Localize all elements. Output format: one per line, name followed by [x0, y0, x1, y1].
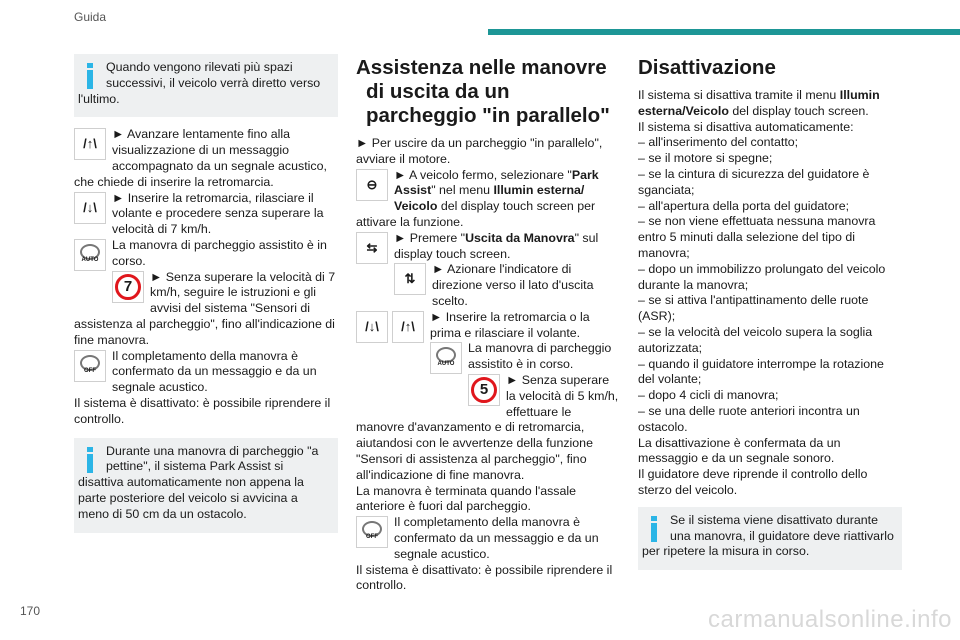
list-item: – all'apertura della porta del guidatore; — [638, 198, 850, 213]
watermark: carmanualsonline.info — [708, 606, 952, 633]
list-item: – se non viene effettuata nessuna manovra entro 5 minuti dalla selezione del tipo di manovra; — [638, 214, 876, 260]
note-text: Quando vengono rilevati più spazi successivi, il veicolo verrà diretto verso l'ultimo. — [78, 60, 321, 106]
info-icon — [648, 516, 660, 542]
steering-off-icon: OFF — [356, 516, 388, 548]
page-number: 170 — [20, 604, 41, 618]
paragraph: La disattivazione è confermata da un messaggio e da un segnale sonoro. — [638, 435, 841, 466]
paragraph: Il sistema si disattiva tramite il menu Illumin esterna/Veicolo del display touch screen. — [638, 88, 880, 118]
paragraph: OFF Il completamento della manovra è confermato da un messaggio e da un segnale acustico. — [74, 349, 338, 396]
turn-indicator-icon: ⇅ — [394, 263, 426, 295]
info-icon — [84, 447, 96, 473]
list-item: – quando il guidatore interrompe la rotazione del volante; — [638, 356, 884, 387]
paragraph: /↑\ ► Avanzare lentamente fino alla visualizzazione di un messaggio accompagnato da un segnale acustico, che chiede di inserire la retromarcia. — [74, 127, 327, 189]
forward-gear-icon: /↑\ — [392, 311, 424, 343]
steering-auto-icon: AUTO — [74, 239, 106, 271]
reverse-gear-icon: /↓\ — [356, 311, 388, 343]
list-item: – dopo 4 cicli di manovra; — [638, 388, 779, 403]
speed-limit-7-icon: 7 — [112, 271, 144, 303]
paragraph: La manovra è terminata quando l'assale anteriore è fuori dal parcheggio. — [356, 483, 577, 514]
paragraph: 5 ► Senza superare la velocità di 5 km/h, effettuare le manovre d'avanzamento e di retromarcia, aiutandosi con le avvertenze della funzione "Sensori di assistenza al parcheggio", fino all'indicazione di fine manovra. — [356, 372, 619, 482]
paragraph: Il sistema è disattivato: è possibile riprendere il controllo. — [74, 395, 331, 426]
section-heading: Assistenza nelle manovre di uscita da un parcheggio "in parallelo" — [356, 56, 610, 127]
list-item: – se una delle ruote anteriori incontra un ostacolo. — [638, 403, 860, 434]
column-1 — [74, 54, 338, 539]
paragraph: ► Per uscire da un parcheggio "in parallelo", avviare il motore. — [356, 136, 603, 166]
paragraph: ⇅ ► Azionare l'indicatore di direzione verso il lato d'uscita scelto. — [356, 262, 620, 309]
header-accent-bar — [488, 29, 960, 35]
column-3 — [638, 56, 902, 576]
paragraph: Il sistema è disattivato: è possibile riprendere il controllo. — [356, 562, 613, 593]
paragraph: /↓\ ► Inserire la retromarcia, rilasciare il volante e procedere senza superare la velocità di 7 km/h. — [74, 191, 338, 238]
paragraph: /↓\ /↑\ ► Inserire la retromarcia o la prima e rilasciare il volante. — [356, 310, 620, 342]
steering-off-icon: OFF — [74, 350, 106, 382]
note-text: Durante una manovra di parcheggio "a pettine", il sistema Park Assist si disattiva automaticamente non appena la parte posteriore del veicolo si avvicina a meno di 50 cm da un ostacolo. — [78, 443, 319, 521]
reverse-gear-icon: /↓\ — [74, 192, 106, 224]
info-icon — [84, 63, 96, 89]
paragraph: OFF Il completamento della manovra è confermato da un messaggio e da un segnale acustico. — [356, 515, 620, 562]
list-item: – se il motore si spegne; — [638, 151, 773, 166]
info-note — [638, 507, 902, 570]
paragraph: Il sistema si disattiva automaticamente: — [638, 119, 854, 134]
forward-gear-icon: /↑\ — [74, 128, 106, 160]
list-item: – dopo un immobilizzo prolungato del veicolo durante la manovra; — [638, 261, 886, 292]
car-icon: ⊖ — [356, 169, 388, 201]
paragraph: ⊖ ► A veicolo fermo, selezionare "Park Assist" nel menu Illumin esterna/ Veicolo del display touch screen per attivare la funzione. — [356, 167, 599, 229]
note-text: Se il sistema viene disattivato durante una manovra, il guidatore deve riattivarlo per ripetere la misura in corso. — [642, 512, 894, 559]
list-item: – se la velocità del veicolo supera la soglia autorizzata; — [638, 324, 873, 355]
paragraph: AUTO La manovra di parcheggio assistito è in corso. — [74, 238, 338, 270]
list-item: – all'inserimento del contatto; — [638, 135, 799, 150]
parking-exit-icon: ⇆ — [356, 232, 388, 264]
section-title: Guida — [74, 10, 107, 24]
paragraph: Il guidatore deve riprende il controllo dello sterzo del veicolo. — [638, 467, 868, 497]
paragraph: ⇆ ► Premere "Uscita da Manovra" sul display touch screen. — [356, 231, 620, 263]
list-item: – se si attiva l'antipattinamento delle ruote (ASR); — [638, 293, 869, 324]
column-2 — [356, 56, 620, 594]
info-note — [74, 438, 338, 533]
paragraph: AUTO La manovra di parcheggio assistito è in corso. — [356, 341, 620, 373]
info-note — [74, 54, 338, 117]
list-item: – se la cintura di sicurezza del guidatore è sganciata; — [638, 166, 870, 197]
steering-auto-icon: AUTO — [430, 342, 462, 374]
paragraph: 7 ► Senza superare la velocità di 7 km/h, seguire le istruzioni e gli avvisi del sistema "Sensori di assistenza al parcheggio", fino all'indicazione di fine manovra. — [74, 269, 336, 347]
section-heading: Disattivazione — [638, 56, 776, 79]
speed-limit-5-icon: 5 — [468, 374, 500, 406]
